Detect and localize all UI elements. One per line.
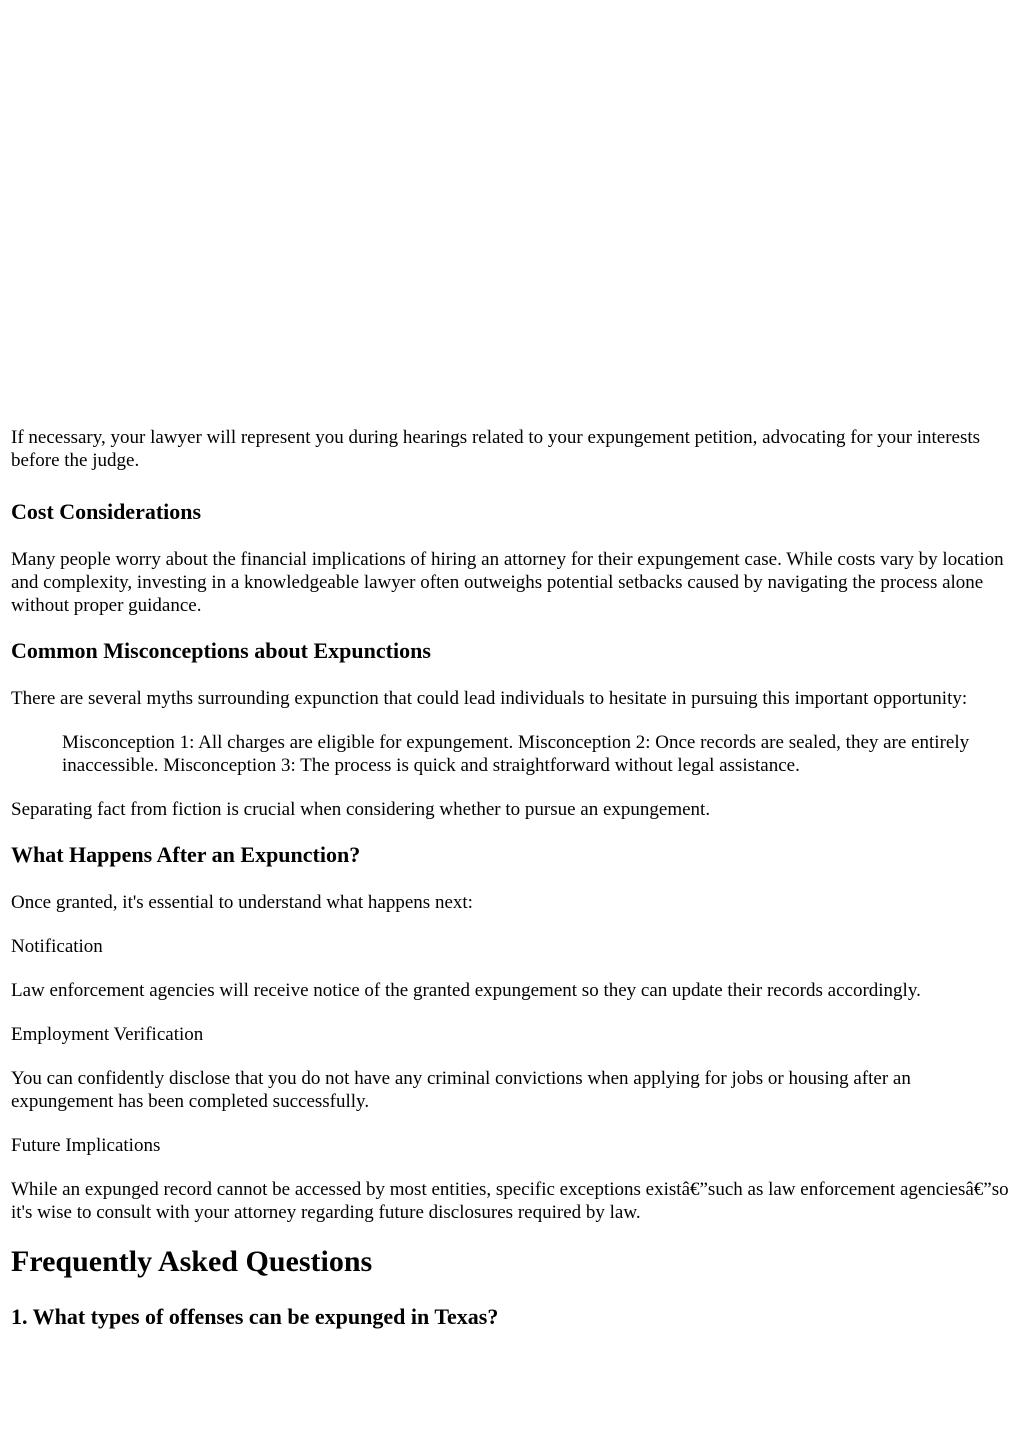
article-body: [0, 426, 1024, 1330]
heading-faq: Frequently Asked Questions: [11, 1245, 373, 1278]
paragraph-hearings: If necessary, your lawyer will represent you during hearings related to your expungement petition, advocating for your interests before the judge.: [11, 427, 981, 471]
blockquote-misconceptions: Misconception 1: All charges are eligible for expungement. Misconception 2: Once records are sealed, they are entirely inaccessible. Misconception 3: The process is quick and straightforward without legal assistance.: [62, 732, 970, 776]
paragraph-once-granted: Once granted, it's essential to understand what happens next:: [11, 892, 473, 913]
paragraph-future: While an expunged record cannot be accessed by most entities, specific exceptions existâ€”such as law enforcement agenciesâ€”so it's wise to consult with your attorney regarding future disclosures required by law.: [11, 1179, 1009, 1223]
paragraph-myths: There are several myths surrounding expunction that could lead individuals to hesitate in pursuing this important opportunity:: [11, 688, 968, 709]
paragraph-notification: Law enforcement agencies will receive notice of the granted expungement so they can update their records accordingly.: [11, 980, 921, 1001]
label-notification: Notification: [11, 936, 103, 957]
heading-what-happens-after: What Happens After an Expunction?: [11, 842, 361, 867]
faq-question-1: 1. What types of offenses can be expunged in Texas?: [11, 1304, 499, 1329]
heading-cost-considerations: Cost Considerations: [11, 499, 202, 524]
label-employment-verification: Employment Verification: [11, 1024, 204, 1045]
paragraph-fact-fiction: Separating fact from fiction is crucial when considering whether to pursue an expungement.: [11, 799, 711, 820]
heading-common-misconceptions: Common Misconceptions about Expunctions: [11, 638, 431, 663]
blank-top-area: [0, 0, 1024, 426]
paragraph-employment: You can confidently disclose that you do not have any criminal convictions when applying for jobs or housing after an expungement has been completed successfully.: [11, 1068, 911, 1112]
label-future-implications: Future Implications: [11, 1135, 161, 1156]
paragraph-cost: Many people worry about the financial implications of hiring an attorney for their expungement case. While costs vary by location and complexity, investing in a knowledgeable lawyer often outweighs potential setbacks caused by navigating the process alone without proper guidance.: [11, 549, 1004, 616]
